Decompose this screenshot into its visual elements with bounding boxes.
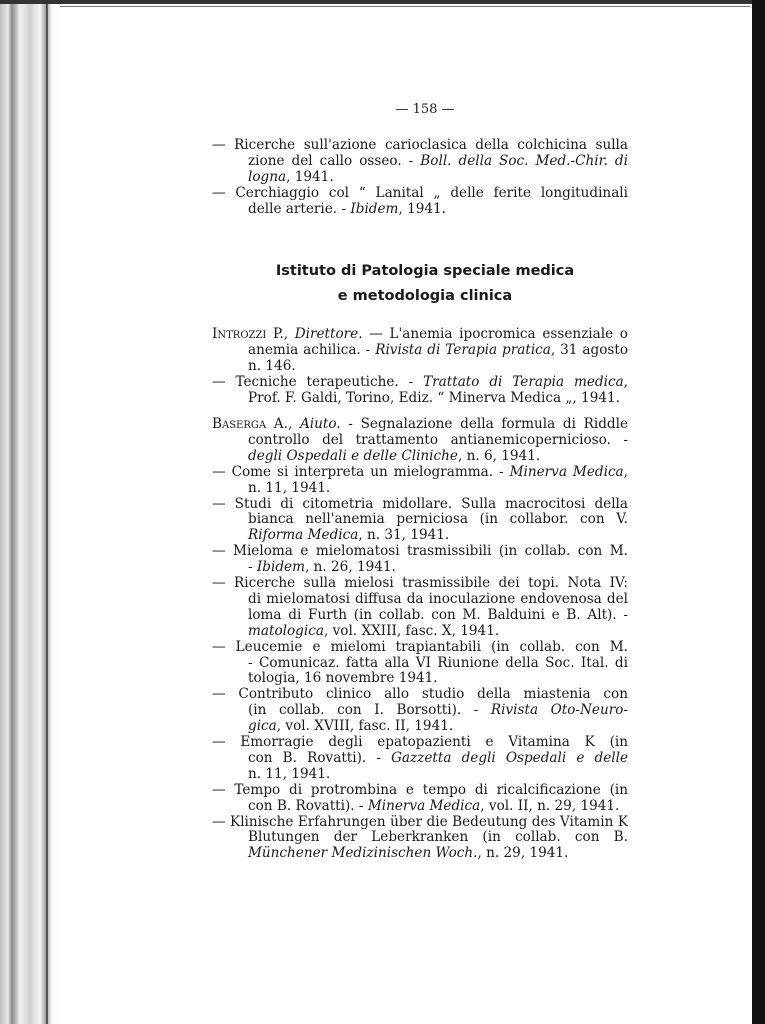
entry-text: — Emorragie degli epatopazienti e Vitamina K (in [212,734,628,750]
italic-citation-text: logna [248,168,287,185]
entry-text: Blutungen der Leberkranken (in collab. con B. [248,829,628,846]
entry-continuation-line [248,718,453,734]
entry-continuation-line [248,845,568,861]
entry-first-line [212,686,628,702]
entry-text: , vol. II, n. 29, 1941. [480,797,620,814]
entry-text: zione del callo osseo. - [248,152,421,169]
entry-first-line [212,575,628,591]
page-number: — 158 — [395,102,455,117]
entry-text: — Contributo clinico allo studio della miastenia con [212,686,628,703]
entry-text: loma di Furth (in collab. con M. Balduini e B. Alt). - [248,606,628,623]
entry-continuation-line [248,607,628,623]
entry-text: , n. 31, 1941. [358,527,450,544]
entry-text: anemia achilica. - [248,341,376,358]
entry-text: (in collab. con I. Borsotti). - [248,702,491,719]
entry-text: — L'anemia ipocromica essenziale o [369,326,628,342]
entry-first-line [212,639,628,655]
entry-continuation-line [248,670,438,686]
entry-text: , n. 29, 1941. [477,845,569,862]
entry-first-line [212,496,628,512]
entry-text: P., [266,326,295,342]
entry-text: , n. 6, 1941. [457,447,541,464]
italic-citation-text: degli Ospedali e delle Cliniche [248,447,458,464]
entry-first-line [212,416,628,432]
entry-text: — Ricerche sulla mielosi trasmissibile dei topi. Nota IV: [212,575,628,591]
entry-first-line [212,782,628,798]
entry-text: n. 11, 1941. [248,479,331,496]
entry-text: , 1941. [286,168,334,185]
entry-text: con B. Rovatti). - [248,797,368,814]
entry-text: , 1941. [398,200,446,217]
entry-text: , vol. XVIII, fasc. II, 1941. [276,718,454,735]
entry-continuation-line [248,153,628,169]
entry-text: — Klinische Erfahrungen über die Bedeutung des Vitamin K [212,813,628,830]
entry-text: - [248,559,257,576]
entry-continuation-line [248,559,396,575]
entry-continuation-line [248,798,619,814]
entry-text: — Leucemie e mielomi trapiantabili (in collab. con M. [212,638,628,655]
entry-text: , vol. XXIII, fasc. X, 1941. [323,622,500,639]
entry-first-line [212,543,628,559]
entry-first-line [212,464,628,480]
entry-text: n. 11, 1941. [248,765,331,782]
entry-continuation-line [248,829,628,845]
entry-first-line [212,734,628,750]
italic-citation-text: Boll. della Soc. Med.-Chir. di [420,152,628,169]
entry-text: A., [266,416,300,432]
entry-text: di mielomatosi diffusa da inoculazione endovenosa del [248,590,628,607]
italic-citation-text: Ibidem [350,200,399,217]
entry-continuation-line [248,201,446,217]
italic-citation-text: Ibidem [256,559,305,576]
entry-continuation-line [248,448,540,464]
entry-continuation-line [248,655,628,671]
entry-continuation-line [248,702,628,718]
entry-continuation-line [248,342,628,358]
section-heading-line-2: e metodologia clinica [337,288,513,304]
scan-edge-left [0,0,62,1024]
italic-citation-text: Gazzetta degli Ospedali e delle [391,749,628,766]
italic-citation-text: Aiuto. [299,416,341,432]
entry-continuation-line [248,766,330,782]
entry-continuation-line [248,591,628,607]
scan-binding-line [46,0,48,1024]
entry-text: con B. Rovatti). - [248,749,392,766]
entry-text: — Mieloma e mielomatosi trasmissibili (in collab. con M. [212,543,628,560]
entry-text: tologia, 16 novembre 1941. [248,670,438,687]
entry-first-line [212,185,628,201]
italic-citation-text: Rivista di Terapia pratica [375,341,551,358]
entry-text: controllo del trattamento antianemicopernicioso. - [248,431,628,448]
entry-text: , n. 26, 1941. [304,559,396,576]
entry-continuation-line [248,623,499,639]
entry-first-line [212,326,628,342]
entry-text: , 31 agosto [550,341,628,358]
entry-continuation-line [248,432,628,448]
entry-text: delle arterie. - [248,200,351,217]
entry-text: n. 146. [248,357,296,374]
entry-continuation-line [248,358,296,374]
entry-text: , [623,463,628,480]
italic-citation-text: Riforma Medica [248,527,359,544]
italic-citation-text: gica [248,718,277,735]
entry-text: — Ricerche sull'azione carioclasica della colchicina sulla [212,137,628,153]
scan-edge-top [0,0,765,4]
entry-text: — Tecniche terapeutiche. - [212,373,424,390]
entry-first-line [212,814,628,830]
entry-text: — Come si interpreta un mielogramma. - [212,463,510,480]
scan-edge-top-line [60,6,750,7]
entry-continuation-line [248,527,449,543]
author-name: Introzzi [212,326,267,342]
italic-citation-text: Minerva Medica [367,797,481,814]
italic-citation-text: Münchener Medizinischen Woch. [248,845,478,862]
entry-continuation-line [248,750,628,766]
italic-citation-text: Trattato di Terapia medica [423,373,624,390]
entry-text: bianca nell'anemia perniciosa (in collabor. con V. [248,511,628,528]
entry-continuation-line [248,390,620,406]
entry-text: — Tempo di protrombina e tempo di ricalcificazione (in [212,781,628,798]
entry-continuation-line [248,511,628,527]
italic-citation-text: Direttore. [294,326,363,342]
entry-text: Prof. F. Galdi, Torino, Ediz. “ Minerva Medica „, 1941. [248,389,620,406]
entry-first-line [212,137,628,153]
entry-text: - Segnalazione della formula di Riddle [348,416,628,432]
entry-first-line [212,374,628,390]
entry-text: , [623,373,628,390]
scan-edge-right [752,0,765,1024]
entry-text: — Studi di citometria midollare. Sulla macrocitosi della [212,495,628,512]
entry-continuation-line [248,169,334,185]
italic-citation-text: matologica [248,622,324,639]
author-name: Baserga [212,416,267,432]
italic-citation-text: Minerva Medica [509,463,624,480]
entry-continuation-line [248,480,330,496]
section-heading-line-1: Istituto di Patologia speciale medica [275,263,575,279]
italic-citation-text: Rivista Oto-Neuro- [490,702,628,719]
entry-text: — Cerchiaggio col “ Lanital „ delle ferite longitudinali [212,184,628,201]
entry-text: - Comunicaz. fatta alla VI Riunione della Soc. Ital. di [248,654,628,671]
